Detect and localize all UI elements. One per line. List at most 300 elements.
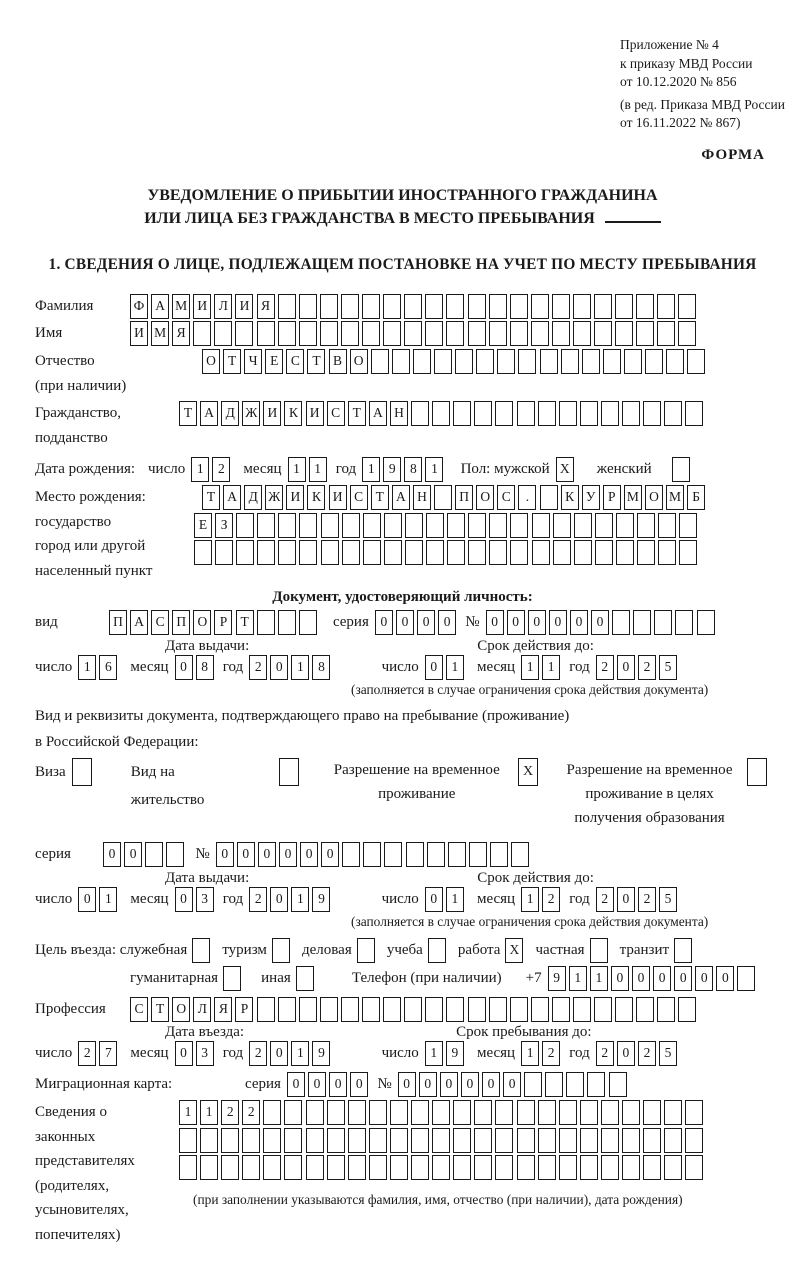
char-box[interactable] [357, 938, 375, 963]
char-box[interactable] [284, 1100, 302, 1125]
char-box[interactable] [446, 294, 464, 319]
char-box[interactable] [476, 349, 494, 374]
char-box[interactable]: 3 [196, 887, 214, 912]
char-box[interactable] [538, 1128, 556, 1153]
char-box[interactable]: 9 [312, 887, 330, 912]
char-box[interactable]: Л [214, 294, 232, 319]
char-box[interactable]: 2 [596, 655, 614, 680]
char-box[interactable]: 2 [249, 887, 267, 912]
char-box[interactable] [622, 1128, 640, 1153]
char-box[interactable] [447, 513, 465, 538]
char-box[interactable] [348, 1128, 366, 1153]
char-box[interactable]: 0 [461, 1072, 479, 1097]
char-box[interactable]: С [130, 997, 148, 1022]
char-box[interactable]: X [505, 938, 523, 963]
char-box[interactable] [654, 610, 672, 635]
char-box[interactable]: А [151, 294, 169, 319]
char-box[interactable] [411, 1155, 429, 1180]
char-box[interactable] [432, 401, 450, 426]
char-box[interactable]: 8 [196, 655, 214, 680]
char-box[interactable]: 2 [221, 1100, 239, 1125]
char-box[interactable] [532, 540, 550, 565]
char-box[interactable] [574, 540, 592, 565]
char-box[interactable] [495, 1128, 513, 1153]
visa-checkbox[interactable] [72, 758, 95, 786]
char-box[interactable]: 1 [291, 655, 309, 680]
char-box[interactable] [342, 842, 360, 867]
char-box[interactable] [624, 349, 642, 374]
char-box[interactable] [552, 321, 570, 346]
char-box[interactable]: И [263, 401, 281, 426]
char-box[interactable]: К [307, 485, 325, 510]
char-box[interactable] [363, 842, 381, 867]
char-box[interactable] [573, 294, 591, 319]
char-box[interactable] [263, 1128, 281, 1153]
char-box[interactable]: О [193, 610, 211, 635]
char-box[interactable]: С [497, 485, 515, 510]
char-box[interactable] [432, 1155, 450, 1180]
char-box[interactable] [678, 321, 696, 346]
char-box[interactable] [299, 610, 317, 635]
char-box[interactable] [235, 321, 253, 346]
char-box[interactable]: И [329, 485, 347, 510]
char-box[interactable]: 2 [542, 1041, 560, 1066]
char-box[interactable] [257, 513, 275, 538]
char-box[interactable] [242, 1128, 260, 1153]
char-box[interactable] [327, 1155, 345, 1180]
char-box[interactable]: З [215, 513, 233, 538]
char-box[interactable] [615, 294, 633, 319]
char-box[interactable]: А [369, 401, 387, 426]
char-box[interactable] [580, 401, 598, 426]
char-box[interactable]: 9 [548, 966, 566, 991]
char-box[interactable] [474, 1100, 492, 1125]
char-box[interactable] [263, 1155, 281, 1180]
char-box[interactable] [685, 1128, 703, 1153]
char-box[interactable]: И [286, 485, 304, 510]
char-box[interactable] [582, 349, 600, 374]
char-box[interactable]: 0 [653, 966, 671, 991]
char-box[interactable] [616, 540, 634, 565]
char-box[interactable]: 0 [611, 966, 629, 991]
char-box[interactable] [434, 485, 452, 510]
char-box[interactable] [616, 513, 634, 538]
char-box[interactable] [383, 321, 401, 346]
char-box[interactable] [657, 294, 675, 319]
char-box[interactable] [615, 321, 633, 346]
char-box[interactable] [657, 321, 675, 346]
char-box[interactable]: 0 [329, 1072, 347, 1097]
char-box[interactable]: 2 [596, 887, 614, 912]
char-box[interactable] [342, 540, 360, 565]
char-box[interactable] [341, 997, 359, 1022]
char-box[interactable]: Т [202, 485, 220, 510]
char-box[interactable] [559, 1155, 577, 1180]
char-box[interactable] [495, 1155, 513, 1180]
char-box[interactable] [685, 1155, 703, 1180]
char-box[interactable] [257, 321, 275, 346]
char-box[interactable] [679, 513, 697, 538]
char-box[interactable] [489, 294, 507, 319]
char-box[interactable] [341, 294, 359, 319]
char-box[interactable] [657, 997, 675, 1022]
char-box[interactable]: 0 [270, 1041, 288, 1066]
char-box[interactable] [453, 401, 471, 426]
char-box[interactable]: 1 [78, 655, 96, 680]
char-box[interactable]: 0 [300, 842, 318, 867]
char-box[interactable] [432, 1128, 450, 1153]
char-box[interactable] [595, 513, 613, 538]
char-box[interactable]: 0 [695, 966, 713, 991]
char-box[interactable]: 0 [398, 1072, 416, 1097]
char-box[interactable] [685, 1100, 703, 1125]
char-box[interactable] [545, 1072, 563, 1097]
char-box[interactable]: Д [244, 485, 262, 510]
char-box[interactable]: С [327, 401, 345, 426]
char-box[interactable]: П [172, 610, 190, 635]
char-box[interactable]: П [109, 610, 127, 635]
char-box[interactable] [257, 997, 275, 1022]
char-box[interactable]: 1 [191, 457, 209, 482]
char-box[interactable] [553, 513, 571, 538]
char-box[interactable] [531, 294, 549, 319]
char-box[interactable] [552, 997, 570, 1022]
char-box[interactable]: М [172, 294, 190, 319]
char-box[interactable] [425, 321, 443, 346]
char-box[interactable]: 0 [258, 842, 276, 867]
char-box[interactable]: 0 [279, 842, 297, 867]
char-box[interactable]: Ч [244, 349, 262, 374]
char-box[interactable] [426, 540, 444, 565]
char-box[interactable] [383, 997, 401, 1022]
char-box[interactable]: П [455, 485, 473, 510]
char-box[interactable] [166, 842, 184, 867]
char-box[interactable]: 1 [200, 1100, 218, 1125]
char-box[interactable]: К [561, 485, 579, 510]
char-box[interactable] [192, 938, 210, 963]
char-box[interactable] [573, 997, 591, 1022]
char-box[interactable] [221, 1128, 239, 1153]
char-box[interactable] [299, 513, 317, 538]
char-box[interactable] [552, 294, 570, 319]
char-box[interactable]: 6 [99, 655, 117, 680]
char-box[interactable] [405, 513, 423, 538]
char-box[interactable]: 7 [99, 1041, 117, 1066]
char-box[interactable] [517, 1155, 535, 1180]
char-box[interactable]: У [582, 485, 600, 510]
char-box[interactable]: 2 [638, 655, 656, 680]
char-box[interactable] [453, 1155, 471, 1180]
char-box[interactable] [615, 997, 633, 1022]
char-box[interactable]: 2 [212, 457, 230, 482]
char-box[interactable]: И [235, 294, 253, 319]
char-box[interactable]: 0 [482, 1072, 500, 1097]
char-box[interactable] [405, 540, 423, 565]
char-box[interactable] [369, 1155, 387, 1180]
char-box[interactable]: В [329, 349, 347, 374]
char-box[interactable]: С [286, 349, 304, 374]
char-box[interactable] [363, 513, 381, 538]
char-box[interactable]: 1 [288, 457, 306, 482]
char-box[interactable] [327, 1128, 345, 1153]
study-checkbox[interactable] [428, 938, 449, 963]
char-box[interactable] [609, 1072, 627, 1097]
char-box[interactable] [658, 513, 676, 538]
char-box[interactable]: 0 [617, 655, 635, 680]
char-box[interactable]: Ж [242, 401, 260, 426]
char-box[interactable] [637, 513, 655, 538]
char-box[interactable] [425, 294, 443, 319]
char-box[interactable] [643, 1100, 661, 1125]
char-box[interactable]: И [306, 401, 324, 426]
char-box[interactable] [495, 1100, 513, 1125]
char-box[interactable]: М [624, 485, 642, 510]
char-box[interactable] [674, 938, 692, 963]
char-box[interactable] [200, 1128, 218, 1153]
char-box[interactable]: Е [194, 513, 212, 538]
char-box[interactable] [737, 966, 755, 991]
char-box[interactable]: 1 [521, 1041, 539, 1066]
char-box[interactable] [221, 1155, 239, 1180]
char-box[interactable]: 8 [404, 457, 422, 482]
char-box[interactable] [594, 321, 612, 346]
char-box[interactable] [383, 294, 401, 319]
char-box[interactable]: 0 [321, 842, 339, 867]
char-box[interactable]: 0 [507, 610, 525, 635]
char-box[interactable]: 2 [249, 655, 267, 680]
char-box[interactable] [538, 1100, 556, 1125]
char-box[interactable]: 0 [78, 887, 96, 912]
char-box[interactable] [432, 1100, 450, 1125]
char-box[interactable]: X [518, 758, 538, 786]
char-box[interactable] [279, 758, 299, 786]
char-box[interactable] [278, 294, 296, 319]
char-box[interactable] [411, 1128, 429, 1153]
char-box[interactable]: 1 [590, 966, 608, 991]
char-box[interactable] [664, 1100, 682, 1125]
char-box[interactable]: Н [413, 485, 431, 510]
char-box[interactable]: 9 [446, 1041, 464, 1066]
char-box[interactable]: 1 [362, 457, 380, 482]
char-box[interactable] [236, 513, 254, 538]
char-box[interactable]: Р [214, 610, 232, 635]
char-box[interactable] [636, 997, 654, 1022]
char-box[interactable] [540, 349, 558, 374]
char-box[interactable] [390, 1100, 408, 1125]
char-box[interactable] [194, 540, 212, 565]
char-box[interactable]: 1 [291, 1041, 309, 1066]
char-box[interactable]: О [202, 349, 220, 374]
char-box[interactable]: 2 [638, 887, 656, 912]
other-checkbox[interactable] [296, 966, 317, 991]
char-box[interactable] [453, 1100, 471, 1125]
char-box[interactable] [369, 1100, 387, 1125]
char-box[interactable]: 5 [659, 1041, 677, 1066]
char-box[interactable] [601, 401, 619, 426]
char-box[interactable] [72, 758, 92, 786]
char-box[interactable]: К [284, 401, 302, 426]
char-box[interactable]: Н [390, 401, 408, 426]
char-box[interactable]: 9 [383, 457, 401, 482]
char-box[interactable] [633, 610, 651, 635]
char-box[interactable] [468, 294, 486, 319]
char-box[interactable] [272, 938, 290, 963]
char-box[interactable]: 0 [270, 887, 288, 912]
char-box[interactable]: 0 [549, 610, 567, 635]
char-box[interactable] [362, 321, 380, 346]
char-box[interactable] [489, 540, 507, 565]
char-box[interactable] [517, 1100, 535, 1125]
char-box[interactable] [747, 758, 767, 786]
char-box[interactable]: Е [265, 349, 283, 374]
char-box[interactable] [411, 1100, 429, 1125]
char-box[interactable] [489, 321, 507, 346]
char-box[interactable]: Д [221, 401, 239, 426]
char-box[interactable] [679, 540, 697, 565]
char-box[interactable] [404, 997, 422, 1022]
char-box[interactable] [369, 1128, 387, 1153]
char-box[interactable] [363, 540, 381, 565]
char-box[interactable] [384, 513, 402, 538]
char-box[interactable] [426, 513, 444, 538]
char-box[interactable] [580, 1128, 598, 1153]
char-box[interactable] [469, 842, 487, 867]
official-checkbox[interactable] [192, 938, 213, 963]
char-box[interactable] [299, 294, 317, 319]
char-box[interactable]: О [172, 997, 190, 1022]
char-box[interactable] [257, 540, 275, 565]
char-box[interactable] [678, 997, 696, 1022]
char-box[interactable]: 0 [270, 655, 288, 680]
char-box[interactable]: 0 [419, 1072, 437, 1097]
char-box[interactable]: 0 [425, 887, 443, 912]
char-box[interactable] [474, 1155, 492, 1180]
tourism-checkbox[interactable] [272, 938, 293, 963]
char-box[interactable]: Р [235, 997, 253, 1022]
char-box[interactable] [223, 966, 241, 991]
char-box[interactable] [411, 401, 429, 426]
char-box[interactable] [612, 610, 630, 635]
char-box[interactable] [531, 321, 549, 346]
temp-residence-checkbox[interactable] [518, 758, 541, 786]
char-box[interactable] [320, 321, 338, 346]
char-box[interactable] [447, 540, 465, 565]
char-box[interactable]: 0 [617, 887, 635, 912]
char-box[interactable]: 0 [617, 1041, 635, 1066]
char-box[interactable]: М [666, 485, 684, 510]
char-box[interactable] [601, 1100, 619, 1125]
char-box[interactable] [299, 540, 317, 565]
char-box[interactable] [511, 842, 529, 867]
char-box[interactable]: И [193, 294, 211, 319]
char-box[interactable]: Т [179, 401, 197, 426]
char-box[interactable]: Л [193, 997, 211, 1022]
char-box[interactable]: 0 [425, 655, 443, 680]
char-box[interactable] [622, 1155, 640, 1180]
char-box[interactable]: О [476, 485, 494, 510]
char-box[interactable]: 0 [528, 610, 546, 635]
char-box[interactable] [179, 1155, 197, 1180]
char-box[interactable] [320, 997, 338, 1022]
char-box[interactable] [468, 997, 486, 1022]
char-box[interactable] [672, 457, 690, 482]
char-box[interactable] [664, 1128, 682, 1153]
char-box[interactable] [392, 349, 410, 374]
char-box[interactable]: 0 [674, 966, 692, 991]
char-box[interactable]: 1 [521, 655, 539, 680]
char-box[interactable] [200, 1155, 218, 1180]
char-box[interactable] [666, 349, 684, 374]
char-box[interactable]: 8 [312, 655, 330, 680]
char-box[interactable] [278, 513, 296, 538]
char-box[interactable]: 1 [179, 1100, 197, 1125]
char-box[interactable]: С [151, 610, 169, 635]
char-box[interactable] [489, 513, 507, 538]
char-box[interactable] [603, 349, 621, 374]
char-box[interactable]: 5 [659, 655, 677, 680]
char-box[interactable] [446, 997, 464, 1022]
char-box[interactable] [306, 1128, 324, 1153]
char-box[interactable]: 1 [569, 966, 587, 991]
char-box[interactable] [468, 321, 486, 346]
char-box[interactable] [553, 540, 571, 565]
char-box[interactable]: 0 [503, 1072, 521, 1097]
char-box[interactable] [587, 1072, 605, 1097]
char-box[interactable] [697, 610, 715, 635]
char-box[interactable] [278, 321, 296, 346]
char-box[interactable]: 2 [638, 1041, 656, 1066]
char-box[interactable] [658, 540, 676, 565]
char-box[interactable] [636, 294, 654, 319]
char-box[interactable]: А [392, 485, 410, 510]
char-box[interactable] [664, 401, 682, 426]
char-box[interactable]: О [645, 485, 663, 510]
char-box[interactable] [404, 294, 422, 319]
char-box[interactable]: Т [151, 997, 169, 1022]
char-box[interactable] [406, 842, 424, 867]
char-box[interactable] [179, 1128, 197, 1153]
char-box[interactable] [636, 321, 654, 346]
char-box[interactable] [510, 540, 528, 565]
char-box[interactable]: 0 [175, 655, 193, 680]
char-box[interactable] [643, 1128, 661, 1153]
char-box[interactable]: Я [214, 997, 232, 1022]
char-box[interactable] [296, 966, 314, 991]
char-box[interactable] [664, 1155, 682, 1180]
char-box[interactable]: 0 [375, 610, 393, 635]
char-box[interactable] [320, 294, 338, 319]
char-box[interactable] [362, 294, 380, 319]
char-box[interactable]: Т [371, 485, 389, 510]
char-box[interactable]: 0 [287, 1072, 305, 1097]
char-box[interactable] [590, 938, 608, 963]
char-box[interactable] [348, 1100, 366, 1125]
char-box[interactable] [559, 1100, 577, 1125]
char-box[interactable] [404, 321, 422, 346]
char-box[interactable]: 1 [309, 457, 327, 482]
char-box[interactable]: Т [348, 401, 366, 426]
char-box[interactable]: 1 [291, 887, 309, 912]
char-box[interactable] [580, 1155, 598, 1180]
char-box[interactable] [474, 401, 492, 426]
char-box[interactable] [342, 513, 360, 538]
temp-residence-edu-checkbox[interactable] [747, 758, 770, 786]
char-box[interactable] [384, 540, 402, 565]
char-box[interactable]: 0 [175, 1041, 193, 1066]
char-box[interactable]: О [350, 349, 368, 374]
char-box[interactable]: X [556, 457, 574, 482]
char-box[interactable] [678, 294, 696, 319]
